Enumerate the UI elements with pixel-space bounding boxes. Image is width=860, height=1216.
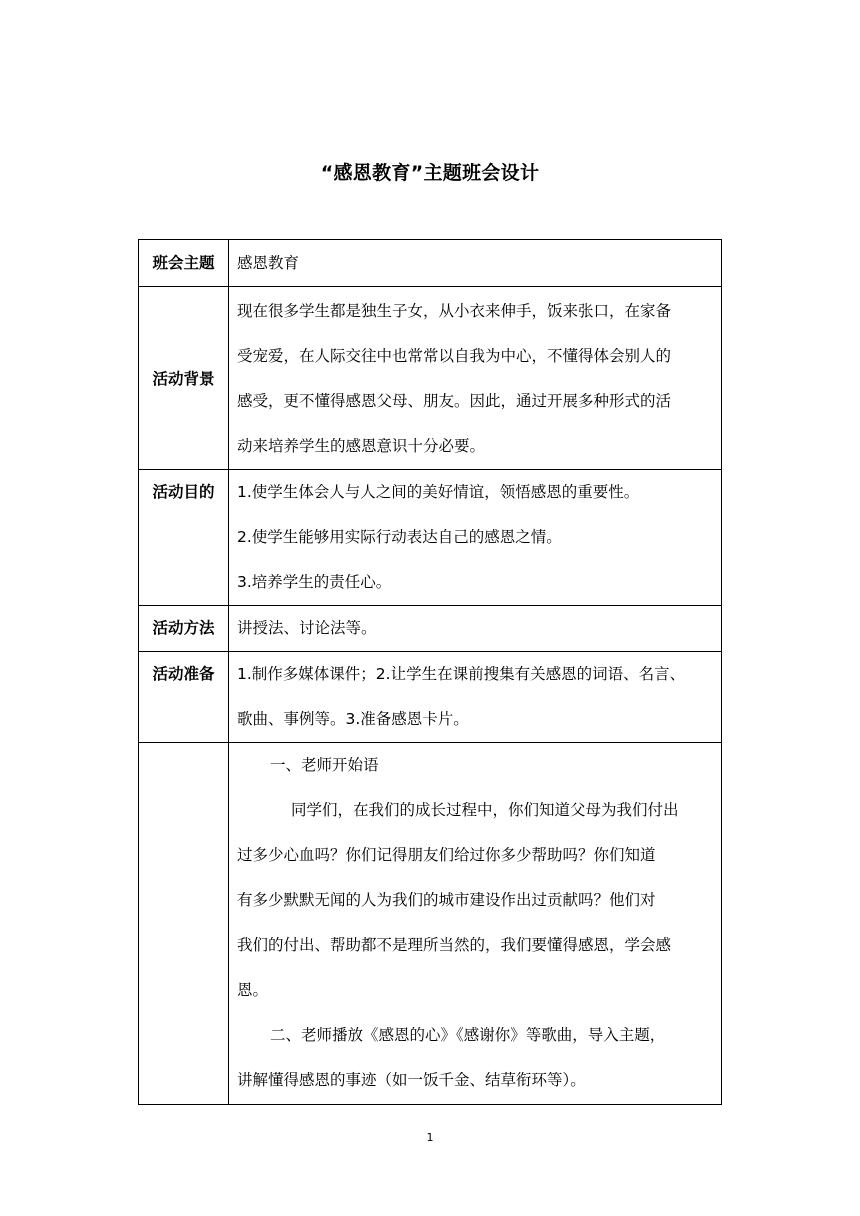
page-number: 1: [426, 1131, 434, 1144]
row-content-background: [229, 287, 722, 470]
row-label-background: 活动背景: [139, 287, 229, 470]
text-line: 受宠爱，在人际交往中也常常以自我为中心，不懂得体会别人的: [237, 347, 672, 365]
text-line: 恩。: [237, 981, 269, 999]
text-line: 过多少心血吗？你们记得朋友们给过你多少帮助吗？你们知道: [237, 846, 656, 864]
table-row: [139, 652, 722, 743]
text-line: 感恩教育: [237, 254, 300, 272]
text-line: 感受，更不懂得感恩父母、朋友。因此，通过开展多种形式的活: [237, 392, 672, 410]
table-row: [139, 743, 722, 1105]
table-row: [139, 606, 722, 652]
table-row: [139, 287, 722, 470]
row-content-preparation: [229, 652, 722, 743]
table-row: [139, 240, 722, 287]
text-line: 我们的付出、帮助都不是理所当然的，我们要懂得感恩，学会感: [237, 936, 672, 954]
text-line: 有多少默默无闻的人为我们的城市建设作出过贡献吗？他们对: [237, 891, 656, 909]
row-content-objectives: [229, 470, 722, 606]
section-heading: 一、老师开始语: [270, 756, 379, 774]
text-line: 2.使学生能够用实际行动表达自己的感恩之情。: [237, 528, 562, 546]
row-label-objectives: 活动目的: [139, 470, 229, 606]
text-line: 讲解懂得感恩的事迹（如一饭千金、结草衔环等）。: [237, 1071, 586, 1089]
document-title: “感恩教育”主题班会设计: [320, 162, 540, 184]
text-line: 1.制作多媒体课件；2.让学生在课前搜集有关感恩的词语、名言、: [237, 665, 686, 683]
section-heading: 二、老师播放《感恩的心》《感谢你》等歌曲，导入主题，: [270, 1026, 666, 1044]
row-label-methods: 活动方法: [139, 606, 229, 652]
row-content-topic: [229, 240, 722, 287]
table-row: [139, 470, 722, 606]
text-line: 动来培养学生的感恩意识十分必要。: [237, 437, 486, 455]
text-line: 现在很多学生都是独生子女，从小衣来伸手，饭来张口，在家备: [237, 302, 672, 320]
row-label-process: [139, 743, 229, 1105]
row-content-methods: [229, 606, 722, 652]
row-content-process: [229, 743, 722, 1105]
text-line: 3.培养学生的责任心。: [237, 573, 392, 591]
row-label-topic: 班会主题: [139, 240, 229, 287]
text-line: 歌曲、事例等。3.准备感恩卡片。: [237, 710, 469, 728]
text-line: 1.使学生体会人与人之间的美好情谊，领悟感恩的重要性。: [237, 483, 640, 501]
class-meeting-plan-table: [138, 239, 722, 1105]
row-label-preparation: 活动准备: [139, 652, 229, 743]
text-line: 讲授法、讨论法等。: [237, 619, 377, 637]
text-line: 同学们，在我们的成长过程中，你们知道父母为我们付出: [291, 801, 679, 819]
